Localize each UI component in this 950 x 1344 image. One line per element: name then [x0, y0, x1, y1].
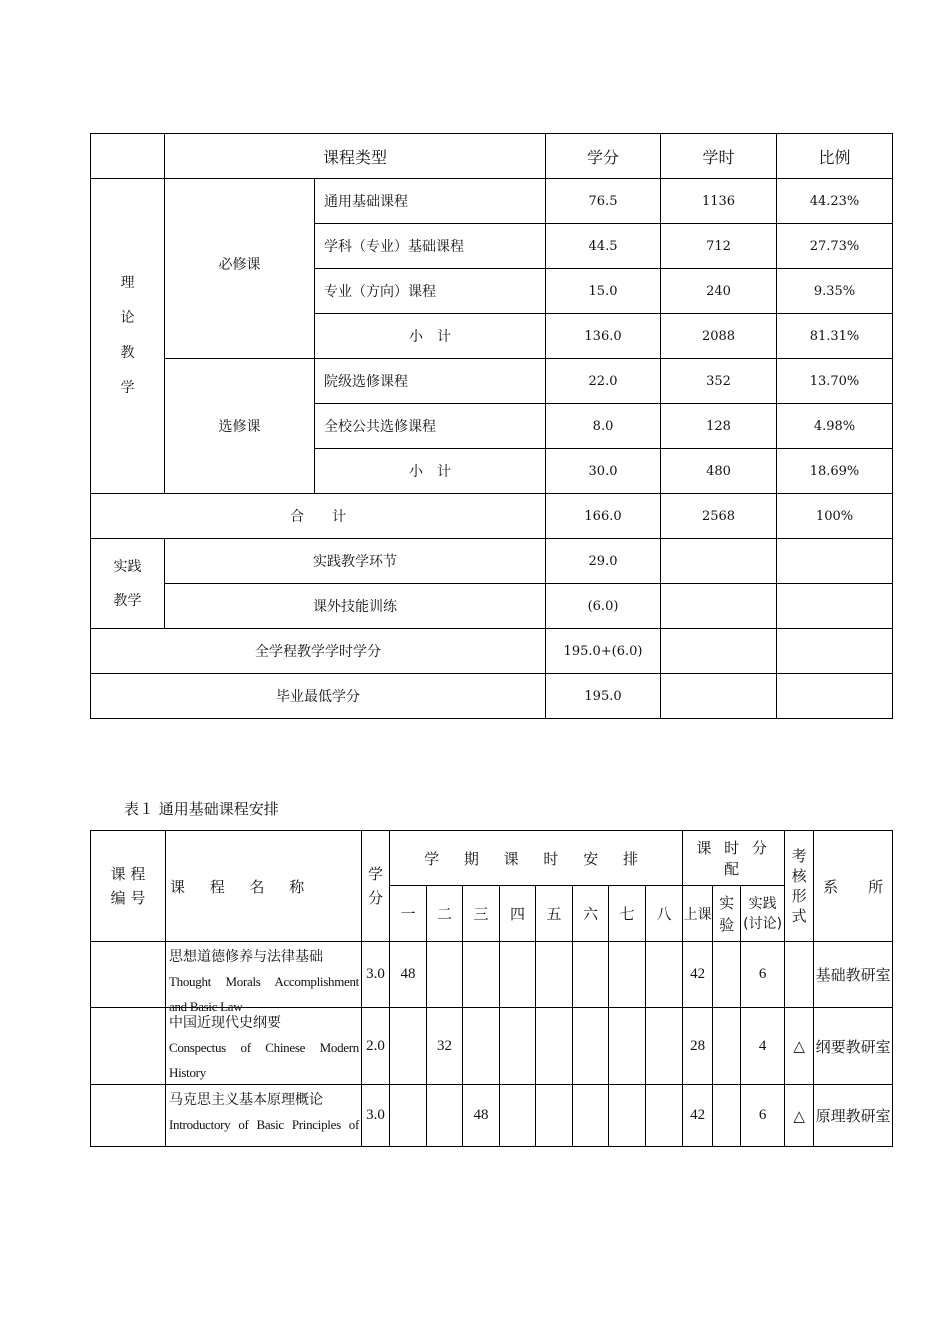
credits-value: 44.5 [546, 224, 661, 269]
department: 原理教研室 [814, 1085, 893, 1147]
semester-5-header: 五 [536, 886, 573, 942]
semester-hours [646, 942, 683, 1008]
course-name: 中国近现代史纲要 Conspectus of Chinese Modern History [166, 1008, 362, 1085]
course-credit: 2.0 [362, 1008, 390, 1085]
header-semester-schedule: 学 期 课 时 安 排 [390, 831, 683, 886]
header-hour-distribution: 课 时 分 配 [683, 831, 785, 886]
graduation-min-row [91, 674, 893, 719]
department: 基础教研室 [814, 942, 893, 1008]
header-department: 系 所 [814, 831, 893, 942]
semester-hours: 48 [390, 942, 427, 1008]
empty-cell [777, 539, 893, 584]
semester-hours: 48 [463, 1085, 500, 1147]
hours-value: 1136 [661, 179, 777, 224]
header-credits: 学分 [546, 134, 661, 179]
course-name: 院级选修课程 [315, 359, 546, 404]
semester-hours [500, 1008, 536, 1085]
semester-hours [427, 1085, 463, 1147]
ratio-value: 4.98% [777, 404, 893, 449]
semester-hours: 32 [427, 1008, 463, 1085]
table-row [91, 942, 893, 1008]
header-hours: 学时 [661, 134, 777, 179]
course-code [91, 942, 166, 1008]
credit-summary-table [90, 133, 893, 719]
semester-hours [463, 1008, 500, 1085]
lecture-header: 上课 [683, 886, 713, 942]
required-label: 必修课 [165, 179, 315, 359]
semester-hours [573, 1008, 609, 1085]
course-name: 学科（专业）基础课程 [315, 224, 546, 269]
semester-hours [536, 1085, 573, 1147]
course-name: 通用基础课程 [315, 179, 546, 224]
empty-cell [777, 584, 893, 629]
semester-hours [536, 1008, 573, 1085]
semester-3-header: 三 [463, 886, 500, 942]
empty-cell [661, 584, 777, 629]
empty-cell [661, 674, 777, 719]
course-credit: 3.0 [362, 1085, 390, 1147]
exam-form: △ [785, 1085, 814, 1147]
semester-hours [609, 1008, 646, 1085]
semester-hours [536, 942, 573, 1008]
credits-value: 195.0+(6.0) [546, 629, 661, 674]
practice-header: 实践 (讨论) [741, 886, 785, 942]
course-header-row [91, 831, 893, 886]
course-name: 课外技能训练 [165, 584, 546, 629]
hours-value: 480 [661, 449, 777, 494]
lab-hours [713, 942, 741, 1008]
total-row [91, 494, 893, 539]
header-ratio: 比例 [777, 134, 893, 179]
ratio-value: 18.69% [777, 449, 893, 494]
header-exam-form: 考 核 形 式 [785, 831, 814, 942]
exam-form: △ [785, 1008, 814, 1085]
total-label: 合 计 [91, 494, 546, 539]
lecture-hours: 28 [683, 1008, 713, 1085]
course-schedule-table [90, 830, 893, 1147]
practice-hours: 6 [741, 942, 785, 1008]
table-row [91, 359, 893, 404]
ratio-value: 27.73% [777, 224, 893, 269]
header-blank [91, 134, 165, 179]
hours-value: 2568 [661, 494, 777, 539]
header-course-code: 课 程 编 号 [91, 831, 166, 942]
course-name: 思想道德修养与法律基础 Thought Morals Accomplishment and Basic Law [166, 942, 362, 1008]
exam-form [785, 942, 814, 1008]
elective-label: 选修课 [165, 359, 315, 494]
ratio-value: 44.23% [777, 179, 893, 224]
graduation-min-label: 毕业最低学分 [91, 674, 546, 719]
lecture-hours: 42 [683, 942, 713, 1008]
course-code [91, 1008, 166, 1085]
lab-hours [713, 1085, 741, 1147]
semester-1-header: 一 [390, 886, 427, 942]
credits-value: 76.5 [546, 179, 661, 224]
course-name: 实践教学环节 [165, 539, 546, 584]
course-name: 马克思主义基本原理概论 Introductory of Basic Principles of [166, 1085, 362, 1147]
table-caption: 表１ 通用基础课程安排 [124, 800, 279, 818]
subtotal-label: 小 计 [315, 449, 546, 494]
semester-2-header: 二 [427, 886, 463, 942]
hours-value: 712 [661, 224, 777, 269]
credits-value: (6.0) [546, 584, 661, 629]
table-row [91, 539, 893, 584]
ratio-value: 81.31% [777, 314, 893, 359]
header-course-type: 课程类型 [165, 134, 546, 179]
semester-hours [646, 1008, 683, 1085]
credits-value: 166.0 [546, 494, 661, 539]
full-program-label: 全学程教学学时学分 [91, 629, 546, 674]
semester-7-header: 七 [609, 886, 646, 942]
summary-header-row [91, 134, 893, 179]
semester-hours [390, 1008, 427, 1085]
practice-teaching-label: 实践 教学 [91, 539, 165, 629]
semester-hours [427, 942, 463, 1008]
credits-value: 30.0 [546, 449, 661, 494]
table-row [91, 584, 893, 629]
course-code [91, 1085, 166, 1147]
semester-hours [609, 1085, 646, 1147]
semester-hours [500, 1085, 536, 1147]
course-credit: 3.0 [362, 942, 390, 1008]
full-program-row [91, 629, 893, 674]
ratio-value: 13.70% [777, 359, 893, 404]
table-row [91, 1085, 893, 1147]
semester-8-header: 八 [646, 886, 683, 942]
header-course-name: 课 程 名 称 [166, 831, 362, 942]
empty-cell [777, 674, 893, 719]
hours-value: 128 [661, 404, 777, 449]
course-name: 专业（方向）课程 [315, 269, 546, 314]
credits-value: 15.0 [546, 269, 661, 314]
credits-value: 136.0 [546, 314, 661, 359]
semester-6-header: 六 [573, 886, 609, 942]
lecture-hours: 42 [683, 1085, 713, 1147]
semester-hours [609, 942, 646, 1008]
ratio-value: 100% [777, 494, 893, 539]
credits-value: 22.0 [546, 359, 661, 404]
ratio-value: 9.35% [777, 269, 893, 314]
table-row [91, 179, 893, 224]
practice-hours: 6 [741, 1085, 785, 1147]
credits-value: 29.0 [546, 539, 661, 584]
theory-teaching-label: 理 论 教 学 [91, 179, 165, 494]
lab-hours [713, 1008, 741, 1085]
credits-value: 195.0 [546, 674, 661, 719]
header-credit: 学 分 [362, 831, 390, 942]
semester-hours [500, 942, 536, 1008]
semester-hours [573, 1085, 609, 1147]
department: 纲要教研室 [814, 1008, 893, 1085]
hours-value: 2088 [661, 314, 777, 359]
empty-cell [661, 629, 777, 674]
subtotal-label: 小 计 [315, 314, 546, 359]
semester-hours [646, 1085, 683, 1147]
semester-hours [573, 942, 609, 1008]
hours-value: 352 [661, 359, 777, 404]
practice-hours: 4 [741, 1008, 785, 1085]
course-name: 全校公共选修课程 [315, 404, 546, 449]
empty-cell [661, 539, 777, 584]
semester-hours [463, 942, 500, 1008]
credits-value: 8.0 [546, 404, 661, 449]
semester-hours [390, 1085, 427, 1147]
semester-4-header: 四 [500, 886, 536, 942]
table-row [91, 1008, 893, 1085]
empty-cell [777, 629, 893, 674]
hours-value: 240 [661, 269, 777, 314]
lab-header: 实 验 [713, 886, 741, 942]
